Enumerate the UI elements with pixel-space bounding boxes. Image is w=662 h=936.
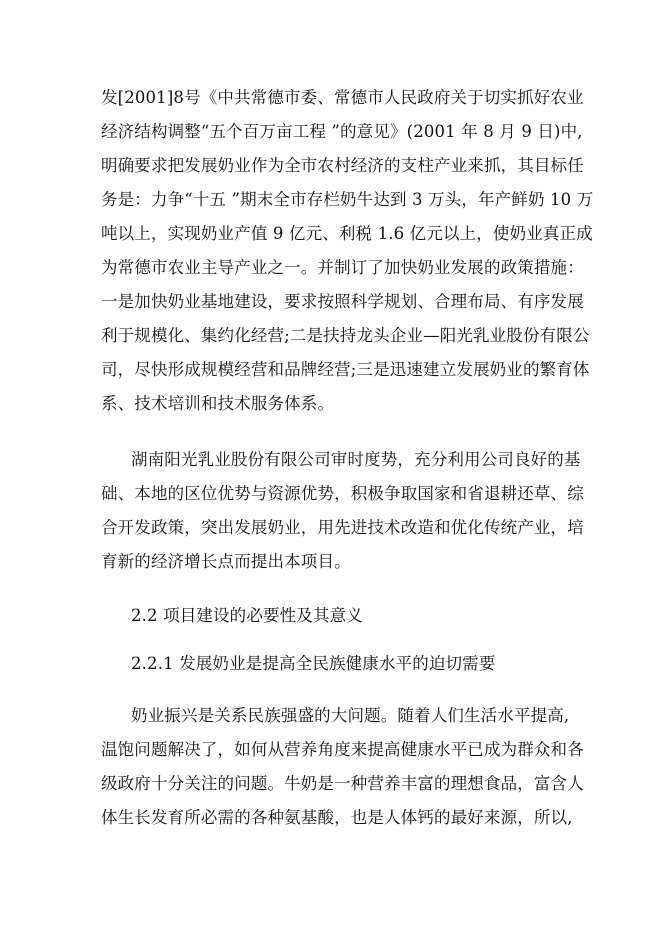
paragraph-3-line: 温饱问题解决了，如何从营养角度来提高健康水平已成为群众和各	[101, 740, 584, 759]
paragraph-3-line: 级政府十分关注的问题。牛奶是一种营养丰富的理想食品，富含人	[101, 774, 584, 793]
paragraph-1-line: 为常德市农业主导产业之一。并制订了加快奶业发展的政策措施：	[101, 258, 584, 277]
paragraph-3-line: 体生长发育所必需的各种氨基酸，也是人体钙的最好来源，所以,	[101, 808, 573, 827]
paragraph-1-line: 系、技术培训和技术服务体系。	[101, 394, 335, 413]
paragraph-1-line: 发[2001]8号《中共常德市委、常德市人民政府关于切实抓好农业	[101, 88, 584, 107]
paragraph-1-line: 吨以上，实现奶业产值 9 亿元、利税 1.6 亿元以上，使奶业真正成	[101, 224, 593, 243]
paragraph-2-line: 育新的经济增长点而提出本项目。	[101, 552, 351, 571]
paragraph-2-line: 合开发政策，突出发展奶业，用先进技术改造和优化传统产业，培	[101, 518, 584, 537]
paragraph-3-line: 奶业振兴是关系民族强盛的大问题。随着人们生活水平提高,	[131, 706, 570, 725]
paragraph-2-line: 础、本地的区位优势与资源优势，积极争取国家和省退耕还草、综	[101, 484, 584, 503]
subsection-heading: 2.2.1 发展奶业是提高全民族健康水平的迫切需要	[131, 654, 496, 673]
paragraph-2-line: 湖南阳光乳业股份有限公司审时度势，充分利用公司良好的基	[131, 450, 581, 469]
paragraph-1-line: 司，尽快形成规模经营和品牌经营;三是迅速建立发展奶业的繁育体	[101, 360, 590, 379]
paragraph-1-line: 利于规模化、集约化经营;二是扶持龙头企业—阳光乳业股份有限公	[101, 326, 590, 345]
section-heading: 2.2 项目建设的必要性及其意义	[131, 606, 363, 625]
paragraph-1-line: 务是：力争“十五 ”期末全市存栏奶牛达到 3 万头，年产鲜奶 10 万	[101, 190, 594, 209]
paragraph-1-line: 明确要求把发展奶业作为全市农村经济的支柱产业来抓，其目标任	[101, 156, 584, 175]
paragraph-1-line: 一是加快奶业基地建设，要求按照科学规划、合理布局、有序发展	[101, 292, 584, 311]
paragraph-1-line: 经济结构调整“五个百万亩工程 ”的意见》(2001 年 8 月 9 日)中,	[101, 122, 583, 141]
